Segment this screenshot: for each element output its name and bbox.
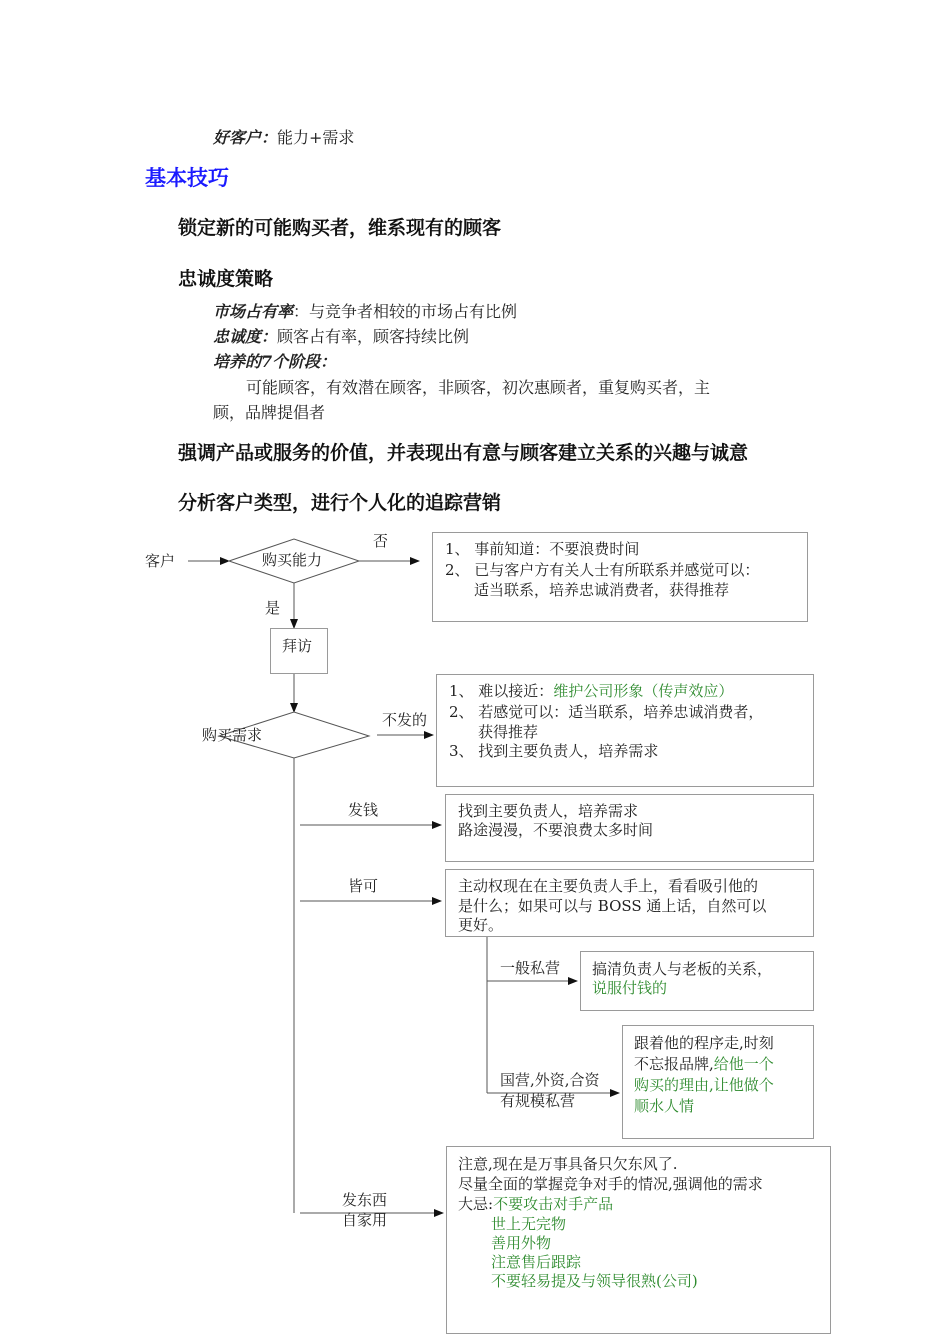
flow-both-label: 皆可 bbox=[348, 877, 379, 895]
heading-customer-analysis: 分析客户类型，进行个人化的追踪营销 bbox=[178, 492, 502, 514]
stages-label: 培养的7个阶段： bbox=[213, 352, 337, 371]
box-no-pay bbox=[436, 674, 814, 787]
flow-pay-label: 发钱 bbox=[348, 801, 379, 819]
box-no-line1: 1、 事前知道：不要浪费时间 bbox=[445, 540, 640, 558]
box-private-line1: 搞清负责人与老板的关系， bbox=[592, 960, 773, 978]
box-no-ability bbox=[432, 532, 808, 622]
box-nopay-line1 bbox=[449, 682, 733, 701]
box-private bbox=[580, 951, 814, 1011]
good-customer-label: 好客户： bbox=[213, 128, 278, 147]
box-both-line1: 主动权现在在主要负责人手上，看看吸引他的 bbox=[458, 877, 759, 895]
box-own-line5: 善用外物 bbox=[491, 1234, 552, 1252]
box-pay bbox=[445, 794, 814, 862]
flow-own-label1: 发东西 bbox=[342, 1191, 388, 1209]
box-nopay-line1-b: 维护公司形象（传声效应） bbox=[553, 682, 734, 700]
flow-state-label1: 国营,外资,合资 bbox=[500, 1071, 600, 1089]
stages-line1: 可能顾客，有效潜在顾客，非顾客，初次惠顾者，重复购买者，主 bbox=[246, 378, 711, 397]
loyalty-value: 顾客占有率，顾客持续比例 bbox=[277, 327, 470, 346]
box-nopay-line4: 3、 找到主要负责人，培养需求 bbox=[449, 742, 659, 760]
good-customer-value: 能力+需求 bbox=[277, 128, 355, 147]
box-both-line2: 是什么；如果可以与 BOSS 通上话，自然可以 bbox=[458, 897, 767, 915]
box-own-line3-b: 不要攻击对手产品 bbox=[493, 1195, 614, 1213]
flow-yes-label: 是 bbox=[265, 599, 281, 617]
flow-visit-label: 拜访 bbox=[282, 637, 313, 655]
flow-buy-need-label: 购买需求 bbox=[202, 726, 263, 744]
market-share-value: ：与竞争者相较的市场占有比例 bbox=[293, 302, 518, 321]
flow-private-label: 一般私营 bbox=[500, 959, 561, 977]
heading-value-emphasis: 强调产品或服务的价值，并表现出有意与顾客建立关系的兴趣与诚意 bbox=[178, 442, 749, 464]
box-state-line3: 购买的理由,让他做个 bbox=[634, 1076, 774, 1094]
box-nopay-line2: 2、 若感觉可以：适当联系，培养忠诚消费者， bbox=[449, 703, 764, 721]
box-state-line1: 跟着他的程序走,时刻 bbox=[634, 1034, 774, 1052]
heading-loyalty-strategy: 忠诚度策略 bbox=[178, 268, 274, 290]
box-pay-line1: 找到主要负责人，培养需求 bbox=[458, 802, 639, 820]
market-share-label: 市场占有率 bbox=[213, 302, 294, 321]
flow-visit-box bbox=[270, 628, 328, 674]
box-no-line2: 2、 已与客户方有关人士有所联系并感觉可以： bbox=[445, 561, 760, 579]
heading-lock-customers: 锁定新的可能购买者，维系现有的顾客 bbox=[178, 217, 502, 239]
box-no-line3: 适当联系，培养忠诚消费者，获得推荐 bbox=[474, 581, 730, 599]
flow-customer-label: 客户 bbox=[145, 552, 176, 570]
flow-no-pay-label: 不发的 bbox=[382, 711, 428, 729]
flow-own-label2: 自家用 bbox=[342, 1211, 388, 1229]
box-own-use bbox=[446, 1146, 831, 1334]
flow-buy-ability-label: 购买能力 bbox=[262, 551, 323, 569]
box-own-line3 bbox=[458, 1195, 613, 1214]
box-own-line1: 注意,现在是万事具备只欠东风了. bbox=[458, 1155, 678, 1173]
stages-line2: 顾，品牌提倡者 bbox=[213, 403, 326, 422]
box-state-line2-b: 给他一个 bbox=[713, 1055, 774, 1073]
box-own-line4: 世上无完物 bbox=[491, 1215, 567, 1233]
section-title: 基本技巧 bbox=[145, 166, 229, 190]
box-own-line7: 不要轻易提及与领导很熟(公司) bbox=[491, 1272, 698, 1290]
box-state-line2-a: 不忘报品牌, bbox=[634, 1055, 714, 1073]
box-own-line6: 注意售后跟踪 bbox=[491, 1253, 582, 1271]
flow-state-label2: 有规模私营 bbox=[500, 1092, 576, 1110]
box-state-line4: 顺水人情 bbox=[634, 1097, 695, 1115]
flow-no-label: 否 bbox=[373, 532, 389, 550]
loyalty-label: 忠诚度： bbox=[213, 327, 278, 346]
box-both-line3: 更好。 bbox=[458, 916, 504, 934]
box-nopay-line3: 获得推荐 bbox=[478, 723, 539, 741]
box-state-line2 bbox=[634, 1055, 774, 1074]
box-both bbox=[445, 869, 814, 937]
box-private-line2: 说服付钱的 bbox=[592, 979, 668, 997]
box-own-line3-a: 大忌: bbox=[458, 1195, 494, 1213]
box-pay-line2: 路途漫漫，不要浪费太多时间 bbox=[458, 821, 654, 839]
box-state-owned bbox=[622, 1025, 814, 1139]
box-own-line2: 尽量全面的掌握竞争对手的情况,强调他的需求 bbox=[458, 1175, 763, 1193]
box-nopay-line1-a: 1、 难以接近： bbox=[449, 682, 554, 700]
